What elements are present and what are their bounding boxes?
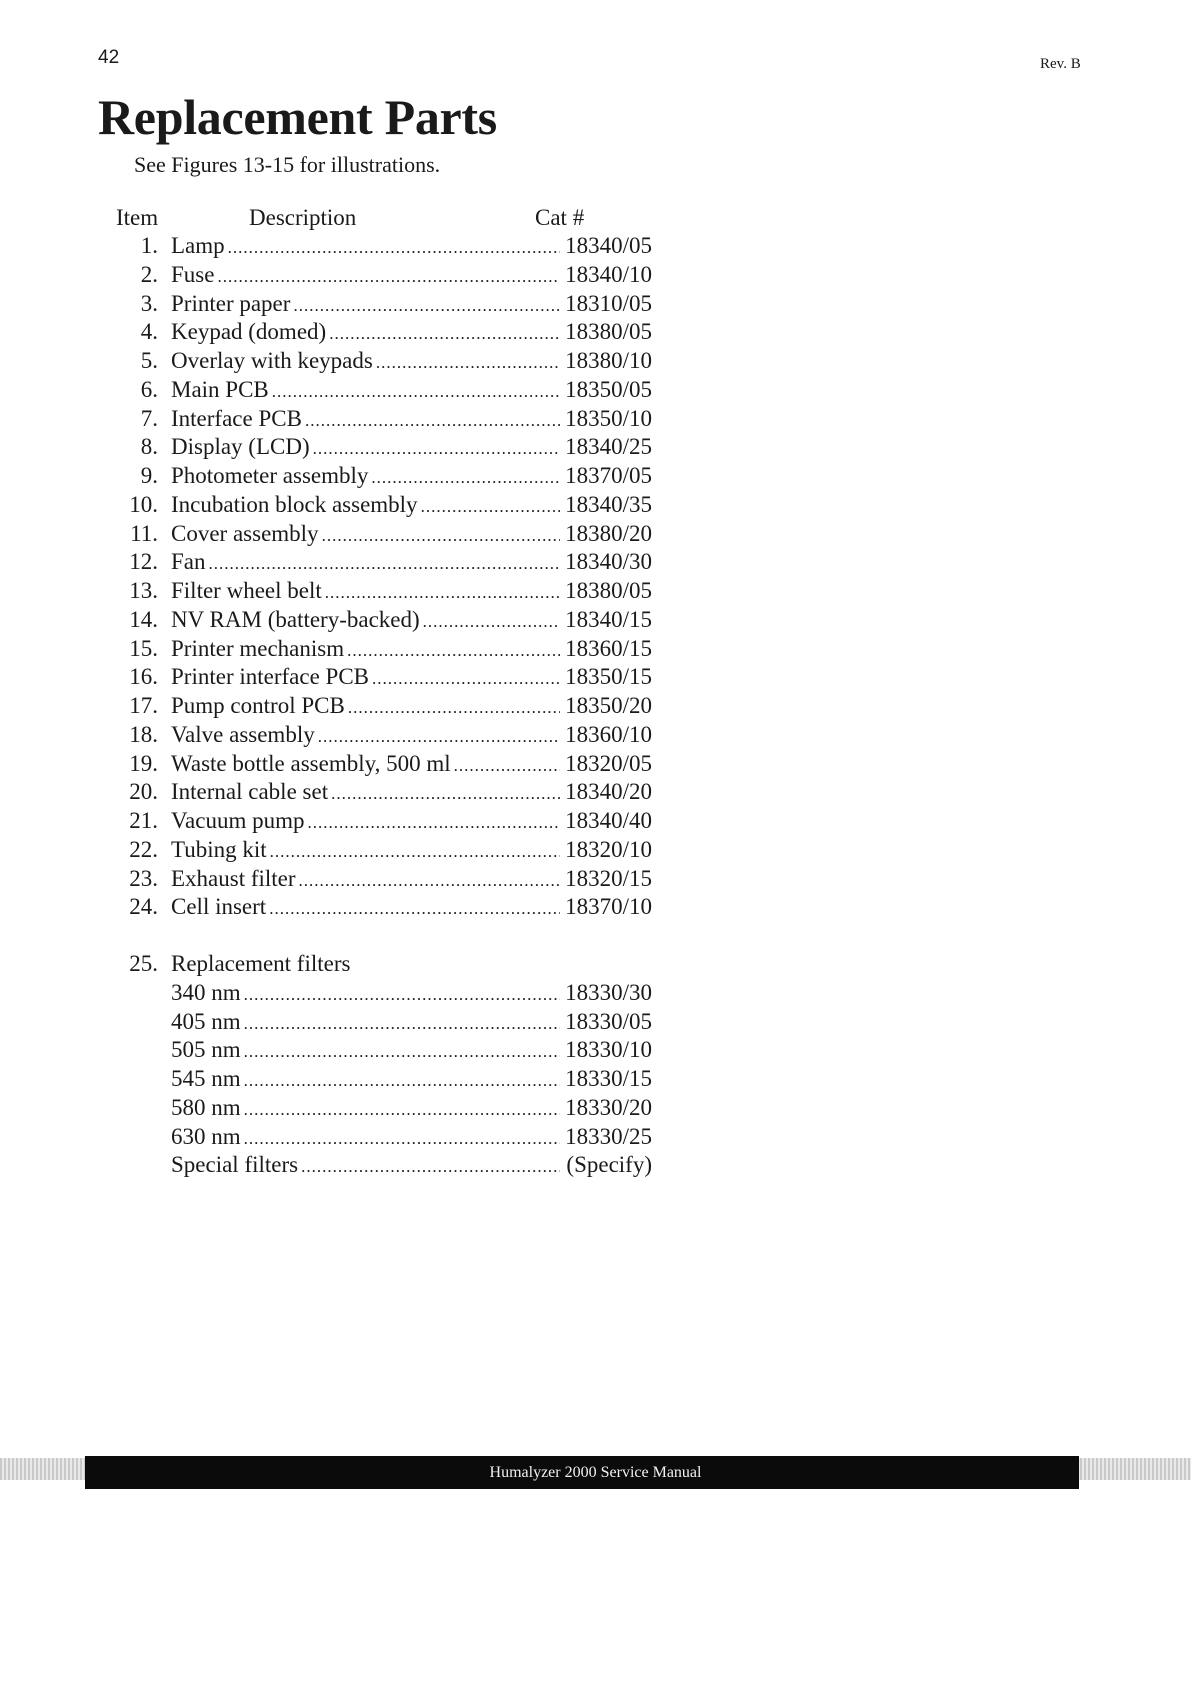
row-cat-number: 18350/15 — [565, 664, 652, 690]
row-cat-number: 18380/05 — [565, 578, 652, 603]
parts-rows — [112, 233, 652, 923]
row-description-cell — [171, 319, 560, 345]
row-description: Pump control PCB — [171, 693, 345, 718]
row-item-number: 3. — [140, 290, 158, 316]
dot-leader — [305, 411, 560, 431]
filters-label: Replacement filters — [171, 951, 351, 976]
row-description-cell — [171, 434, 560, 460]
row-description: Main PCB — [171, 376, 269, 402]
table-row — [112, 636, 652, 665]
row-item-number: 17. — [129, 693, 158, 718]
table-row — [112, 233, 652, 262]
row-cat-number: 18340/05 — [565, 233, 652, 258]
row-description: NV RAM (battery-backed) — [171, 606, 420, 632]
row-item-number: 23. — [129, 865, 158, 891]
row-description: Cover assembly — [171, 520, 319, 546]
dot-leader — [322, 526, 560, 546]
row-description-cell — [171, 1152, 560, 1178]
table-row — [112, 808, 652, 837]
table-row — [112, 377, 652, 406]
row-cat-number: 18350/10 — [565, 405, 652, 431]
row-description-cell — [171, 406, 560, 432]
dot-leader — [329, 324, 560, 344]
footer-manual-title: Humalyzer 2000 Service Manual — [489, 1464, 702, 1481]
row-cat-number: 18330/30 — [565, 979, 652, 1005]
row-description-cell — [171, 779, 560, 805]
row-cat-number: 18340/20 — [565, 779, 652, 805]
table-row — [112, 434, 652, 463]
table-row — [112, 406, 652, 435]
row-description-cell — [171, 636, 560, 662]
table-row — [112, 751, 652, 780]
row-item-number: 7. — [140, 405, 158, 431]
dot-leader — [269, 899, 560, 919]
row-cat-number: 18370/05 — [565, 463, 652, 488]
row-cat-number: 18330/15 — [565, 1066, 652, 1091]
table-row — [112, 664, 652, 693]
row-description: 630 nm — [171, 1123, 241, 1149]
table-row — [112, 837, 652, 866]
row-description-cell — [171, 377, 560, 403]
table-row — [112, 693, 652, 722]
row-description-cell — [171, 1009, 560, 1035]
dot-leader — [318, 727, 560, 747]
dot-leader — [270, 842, 560, 862]
parts-table-header — [112, 205, 652, 233]
filters-item-number: 25. — [129, 951, 158, 976]
row-cat-number: 18380/05 — [565, 319, 652, 345]
dot-leader — [244, 1014, 560, 1034]
header-description: Description — [249, 205, 357, 230]
dot-leader — [301, 1157, 560, 1177]
row-item-number: 16. — [129, 664, 158, 690]
row-cat-number: 18340/15 — [565, 606, 652, 632]
row-description-cell — [171, 521, 560, 547]
row-item-number: 24. — [129, 894, 158, 920]
revision-label: Rev. B — [1040, 56, 1081, 72]
row-cat-number: 18330/10 — [565, 1037, 652, 1063]
dot-leader — [454, 756, 560, 776]
row-description-cell — [171, 233, 560, 259]
dot-leader — [376, 353, 560, 373]
table-row — [112, 578, 652, 607]
table-row — [112, 1009, 652, 1038]
table-row — [112, 894, 652, 923]
row-description: Printer mechanism — [171, 635, 345, 661]
dot-leader — [293, 296, 560, 316]
row-description-cell — [171, 693, 560, 719]
row-description: Printer interface PCB — [171, 664, 370, 690]
row-description-cell — [171, 894, 560, 920]
dot-leader — [228, 238, 560, 258]
row-item-number: 4. — [140, 319, 158, 345]
row-description: Special filters — [171, 1152, 299, 1178]
row-description-cell — [171, 751, 560, 777]
table-row — [112, 463, 652, 492]
dot-leader — [421, 497, 560, 517]
row-item-number: 5. — [140, 348, 158, 373]
row-item-number: 14. — [129, 606, 158, 632]
table-row — [112, 722, 652, 751]
row-description-cell — [171, 664, 560, 690]
row-description-cell — [171, 1037, 560, 1063]
row-description-cell — [171, 866, 560, 892]
figures-note: See Figures 13-15 for illustrations. — [134, 152, 441, 177]
table-row — [112, 607, 652, 636]
table-row — [112, 549, 652, 578]
row-description-cell — [171, 348, 560, 374]
row-description-cell — [171, 463, 560, 489]
row-description: 505 nm — [171, 1037, 241, 1063]
table-row — [112, 291, 652, 320]
dot-leader — [308, 813, 560, 833]
row-description: Overlay with keypads — [171, 348, 373, 373]
dot-leader — [423, 612, 560, 632]
row-description: Tubing kit — [171, 836, 267, 862]
row-item-number: 10. — [129, 491, 158, 517]
row-cat-number: 18350/20 — [565, 693, 652, 718]
row-description-cell — [171, 549, 560, 575]
row-item-number: 22. — [129, 836, 158, 862]
row-description: Internal cable set — [171, 779, 329, 805]
row-cat-number: 18320/05 — [565, 750, 652, 776]
row-description-cell — [171, 262, 560, 288]
row-item-number: 11. — [130, 520, 158, 546]
row-item-number: 21. — [129, 808, 158, 833]
row-description: 405 nm — [171, 1008, 241, 1034]
row-cat-number: 18340/40 — [565, 808, 652, 833]
table-row — [112, 1124, 652, 1153]
table-row — [112, 492, 652, 521]
row-description-cell — [171, 1124, 560, 1150]
row-item-number: 12. — [129, 549, 158, 575]
dot-leader — [313, 439, 560, 459]
row-description-cell — [171, 980, 560, 1006]
row-cat-number: 18360/15 — [565, 635, 652, 661]
table-row — [112, 980, 652, 1009]
row-description: Waste bottle assembly, 500 ml — [171, 750, 451, 776]
table-row — [112, 262, 652, 291]
dot-leader — [209, 554, 561, 574]
row-description: Printer paper — [171, 290, 291, 316]
dot-leader — [244, 985, 560, 1005]
table-row — [112, 348, 652, 377]
dot-leader — [325, 583, 560, 603]
header-item: Item — [116, 205, 159, 230]
parts-table — [112, 205, 652, 1181]
row-description-cell — [171, 722, 560, 748]
row-item-number: 6. — [140, 376, 158, 402]
row-cat-number: 18380/10 — [565, 348, 652, 373]
table-row — [112, 779, 652, 808]
dot-leader — [244, 1129, 560, 1149]
table-row — [112, 521, 652, 550]
row-description: Keypad (domed) — [171, 319, 327, 345]
row-description-cell — [171, 492, 560, 518]
filter-rows — [112, 980, 652, 1181]
row-description: Filter wheel belt — [171, 578, 322, 603]
row-cat-number: 18340/25 — [565, 434, 652, 460]
dot-leader — [331, 784, 560, 804]
row-description: 545 nm — [171, 1066, 241, 1091]
row-cat-number: 18380/20 — [565, 520, 652, 546]
row-description: Lamp — [171, 233, 225, 258]
row-item-number: 8. — [140, 434, 158, 460]
row-cat-number: 18340/30 — [565, 549, 652, 575]
row-cat-number: 18360/10 — [565, 721, 652, 747]
row-cat-number: 18330/25 — [565, 1123, 652, 1149]
page-title: Replacement Parts — [98, 89, 497, 145]
row-description: 340 nm — [171, 979, 241, 1005]
row-item-number: 20. — [129, 779, 158, 805]
dot-leader — [371, 468, 560, 488]
row-cat-number: 18340/10 — [565, 261, 652, 287]
table-row — [112, 866, 652, 895]
dot-leader — [272, 382, 560, 402]
row-item-number: 15. — [129, 635, 158, 661]
row-description: Vacuum pump — [171, 808, 305, 833]
row-description-cell — [171, 607, 560, 633]
row-description-cell — [171, 1066, 560, 1092]
filters-section-heading — [112, 951, 652, 980]
page-number: 42 — [98, 47, 120, 68]
table-row — [112, 1095, 652, 1124]
dot-leader — [244, 1100, 560, 1120]
row-description-cell — [171, 1095, 560, 1121]
table-row — [112, 1066, 652, 1095]
row-item-number: 13. — [129, 578, 158, 603]
row-description: Fuse — [171, 261, 215, 287]
row-description-cell — [171, 291, 560, 317]
row-description: Exhaust filter — [171, 865, 296, 891]
row-item-number: 9. — [140, 463, 158, 488]
row-cat-number: 18340/35 — [565, 491, 652, 517]
row-cat-number: 18320/15 — [565, 865, 652, 891]
dot-leader — [348, 698, 560, 718]
row-item-number: 18. — [129, 721, 158, 747]
row-description: Interface PCB — [171, 405, 302, 431]
row-item-number: 1. — [140, 233, 158, 258]
dot-leader — [299, 871, 560, 891]
row-description: Photometer assembly — [171, 463, 369, 488]
row-cat-number: 18350/05 — [565, 376, 652, 402]
header-cat-number: Cat # — [535, 205, 585, 230]
row-description-cell — [171, 808, 560, 834]
table-row — [112, 1152, 652, 1181]
row-cat-number: 18330/05 — [565, 1008, 652, 1034]
dot-leader — [372, 669, 560, 689]
row-description-cell — [171, 837, 560, 863]
table-row — [112, 1037, 652, 1066]
row-description-cell — [171, 578, 560, 604]
row-cat-number: 18370/10 — [565, 894, 652, 920]
row-description: Cell insert — [171, 894, 267, 920]
row-description: Display (LCD) — [171, 434, 310, 460]
row-item-number: 19. — [129, 750, 158, 776]
row-cat-number: 18310/05 — [565, 290, 652, 316]
dot-leader — [347, 641, 560, 661]
dot-leader — [217, 267, 560, 287]
dot-leader — [244, 1071, 560, 1091]
row-item-number: 2. — [140, 261, 158, 287]
row-description: Fan — [171, 549, 206, 575]
row-cat-number: 18320/10 — [565, 836, 652, 862]
row-cat-number: (Specify) — [566, 1152, 652, 1178]
dot-leader — [244, 1042, 560, 1062]
table-row — [112, 319, 652, 348]
row-description: Valve assembly — [171, 721, 315, 747]
row-description: 580 nm — [171, 1094, 241, 1120]
row-cat-number: 18330/20 — [565, 1094, 652, 1120]
row-description: Incubation block assembly — [171, 491, 418, 517]
